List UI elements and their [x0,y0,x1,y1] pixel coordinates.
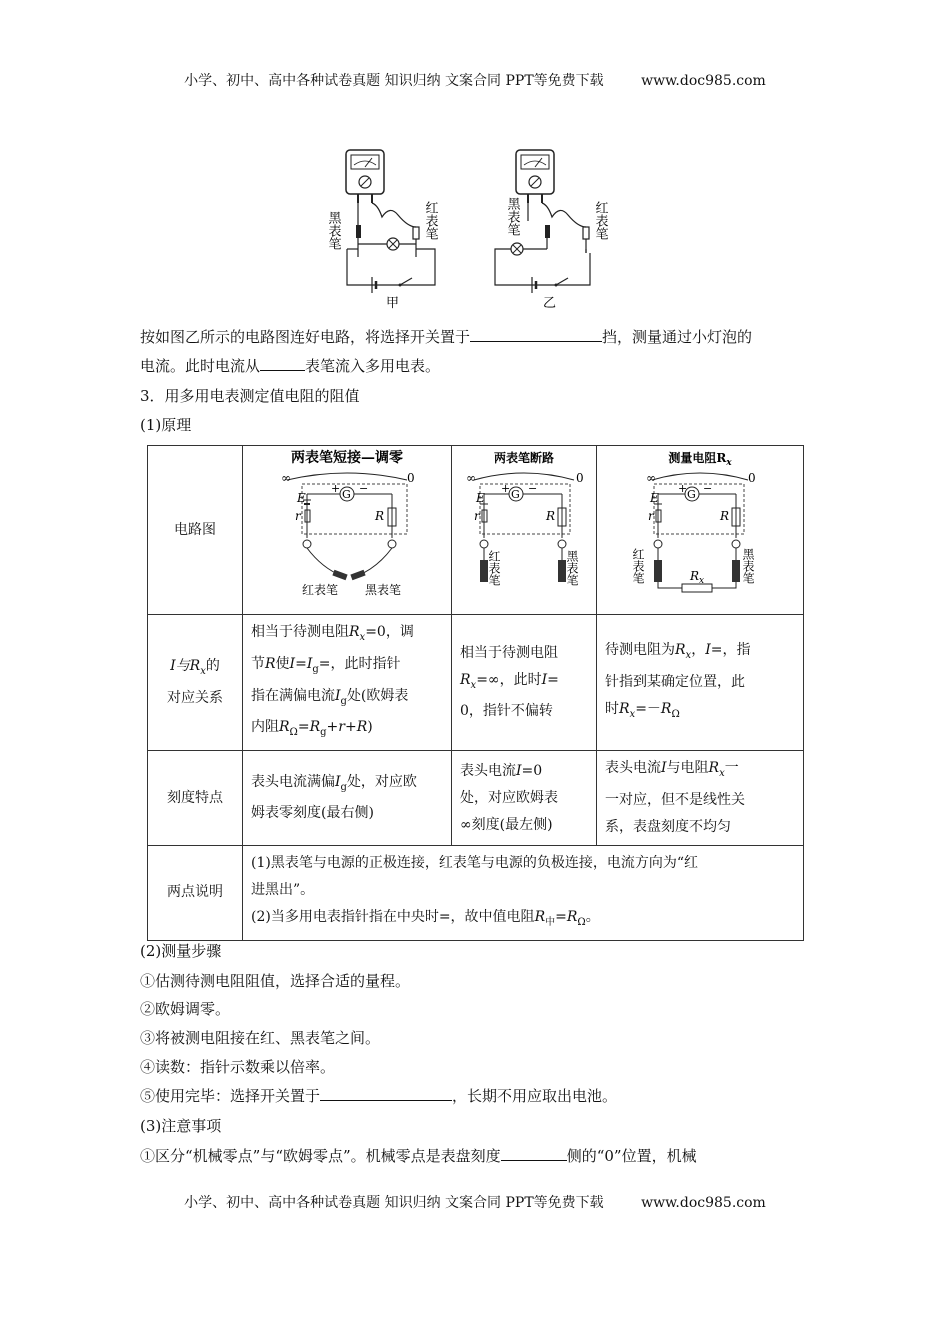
multimeter-circuit-figure [320,145,620,315]
blank-switch-position [470,327,602,342]
r2c3-x2: x [629,708,636,720]
left-red-probe-label: 红表笔 [422,201,438,240]
row-head-notes: 两点说明 [148,845,243,940]
r2c1-t9: 内阻 [251,719,279,736]
subsection3-title: (3)注意事项 [140,1117,222,1135]
diagram3-rx-sub: x [699,576,705,586]
r2c3-t5: 时 [605,701,619,718]
diagram2-minus: − [528,482,538,495]
diagram2-title: 两表笔断路 [493,451,555,465]
diagram2-G: G [511,488,520,501]
footer-tagline: 小学、初中、高中各种试卷真题 知识归纳 文案合同 PPT等免费下载 [184,1195,604,1211]
r2c3-t1: 待测电阻为 [605,642,675,659]
blank-switch-off [320,1086,452,1101]
r2c1-g2: g [340,695,347,707]
r2c1-t7: 指在满偏电流 [251,687,335,704]
left-black-probe-label: 黑表笔 [325,211,341,250]
r2c3-omega: Ω [671,708,680,720]
relation-head-c: 对应关系 [167,689,223,706]
diagram-short-circuit [247,448,447,602]
left-caption: 甲 [386,296,400,311]
diagram3-E: E [650,491,659,505]
section3-title: 3．用多用电表测定值电阻的阻值 [140,387,360,405]
r2c2-R: R [460,671,471,688]
ohmmeter-principle-table [147,445,804,941]
r2c2-t3: = [547,671,559,688]
r3c1-t2: 处，对应欧 [346,773,417,790]
r2c2-t2: =∞，此时 [476,671,542,688]
r2c1-R: R [349,624,360,640]
diagram3-r: r [648,509,654,523]
subsection1-title: (1)原理 [140,416,192,434]
relation-head-sub: x [200,665,206,677]
r3c3-t1: 表头电流 [605,760,661,777]
footer-site: www.doc985.com [641,1195,766,1211]
r3c1-g: g [340,781,347,793]
r3c2-t2: =0 [521,762,543,779]
page-header [0,70,950,90]
r2c2-I: I [541,671,548,688]
circuit-left [326,150,439,311]
table-row-circuit [148,446,804,615]
r2c1-t6: =，此时指针 [318,655,401,672]
r2c3-t4: 针指到某确定位置，此 [605,674,745,691]
row-head-relation [148,615,243,751]
right-black-probe-label: 黑表笔 [504,197,520,236]
diagram1-inf: ∞ [281,471,291,485]
cell-scale-measure [597,751,804,846]
r2c1-t10: = [297,719,310,736]
r3c3-x: x [719,767,725,779]
r3c3-t3: 一 [724,760,739,777]
r3c3-R: R [708,760,720,777]
r2c1-t2: =0，调 [365,624,414,640]
r3c3-t5: 系，表盘刻度不均匀 [605,818,731,835]
r3c1-t1: 表头电流满偏 [251,773,335,790]
diagram1-red-label: 红表笔 [302,583,339,597]
diagram3-red-label: 红表笔 [631,548,645,584]
r2c3-R2: R [619,701,630,718]
r2c1-t11: + [326,719,339,736]
r2c1-t13: ) [367,719,373,736]
r2c1-Ig: I [306,655,313,672]
diagram3-minus: − [703,482,713,495]
r3c2-t4: ∞刻度(最左侧) [460,816,553,833]
diagram3-G: G [687,488,696,501]
notes-line2: 进黑出”。 [251,881,315,898]
r2c3-R: R [675,642,686,659]
r2c3-x: x [685,650,692,662]
table-row-relation [148,615,804,751]
cell-diagram-short [243,446,452,615]
r3c1-I: I [335,773,341,790]
diagram2-inf: ∞ [466,471,476,485]
diagram2-plus: + [501,482,511,495]
r2c3-I: I [705,642,711,659]
relation-head-b: 的 [205,658,220,675]
cell-relation-open [452,615,597,751]
r3c3-t2: 与电阻 [666,760,709,777]
cell-scale-short [243,751,452,846]
diagram1-E: E [297,491,306,505]
notes-line1: (1)黑表笔与电源的正极连接，红表笔与电源的负极连接，电流方向为“红 [251,854,698,871]
r2c1-g: g [312,663,319,675]
blank-zero-side [501,1146,567,1161]
r3c3-t4: 一对应，但不是线性关 [605,791,745,808]
step-2: ②欧姆调零。 [140,1000,231,1018]
notes-R2: R [566,908,578,925]
r2c1-t12: + [344,719,357,736]
table-row-notes [148,845,804,940]
notes-omega: Ω [577,916,586,928]
r2c1-Ig2: I [335,687,341,704]
r3c2-t1: 表头电流 [460,762,516,779]
cell-relation-short [243,615,452,751]
r2c3-t2: ， [691,642,706,659]
r2c3-t6: =－ [635,701,661,718]
notes-line3a: (2)当多用电表指针指在中央时=，故中值电阻 [251,908,535,925]
r2c1-Rg: R [309,719,321,736]
r2c1-r: r [338,719,345,736]
r2c2-t1: 相当于待测电阻 [460,644,558,661]
para1-text-c: 电流。此时电流从 [140,357,261,375]
diagram2-r: r [474,509,480,523]
row-head-circuit: 电路图 [148,446,243,615]
r2c1-t3: 节 [251,655,265,672]
diagram3-inf: ∞ [646,471,656,485]
note-1 [140,1145,697,1166]
diagram1-r: r [295,509,301,523]
diagram1-minus: − [359,482,369,495]
r2c1-t1: 相当于待测电阻 [251,624,349,640]
relation-head-a: I与R [170,658,201,675]
para1-text-b: 挡，测量通过小灯泡的 [602,328,753,346]
diagram3-black-label: 黑表笔 [741,548,755,584]
r2c1-t4: 使 [275,655,290,672]
diagram2-red-label: 红表笔 [487,550,501,586]
step-3: ③将被测电阻接在红、黑表笔之间。 [140,1029,381,1047]
step-4: ④读数：指针示数乘以倍率。 [140,1058,336,1076]
r2c2-t4: 0，指针不偏转 [460,703,553,720]
para1-line1 [140,326,752,347]
table-row-scale [148,751,804,846]
diagram3-title [668,450,732,468]
r3c2-t3: 处，对应欧姆表 [460,789,558,806]
r2c1-t5: = [295,655,307,672]
r2c1-Romega: R [279,719,290,736]
notes-R: R [534,908,546,925]
r2c3-t3: =，指 [710,642,751,659]
diagram2-black-label: 黑表笔 [565,550,579,586]
diagram3-title-main: 测量电阻R [668,451,727,465]
diagram3-rx-main: R [690,569,700,583]
r2c1-R2: R [265,655,276,672]
circuit-right [495,150,608,311]
cell-relation-measure [597,615,804,751]
row-head-scale: 刻度特点 [148,751,243,846]
diagram3-R: R [720,509,730,523]
r3c3-I: I [661,760,667,777]
diagram1-zero: 0 [407,471,415,485]
step-1: ①估测待测电阻阻值，选择合适的量程。 [140,972,411,990]
cell-diagram-measure [597,446,804,615]
step5-text-a: ⑤使用完毕：选择开关置于 [140,1087,321,1105]
diagram-open-circuit [454,448,594,602]
header-tagline: 小学、初中、高中各种试卷真题 知识归纳 文案合同 PPT等免费下载 [184,73,604,89]
r2c2-x: x [470,679,477,691]
para1-text-d: 表笔流入多用电表。 [305,357,441,375]
cell-diagram-open [452,446,597,615]
r2c1-x: x [359,631,366,643]
right-caption: 乙 [543,296,557,311]
step5-text-b: ，长期不用应取出电池。 [452,1087,618,1105]
subsection2-title: (2)测量步骤 [140,942,222,960]
para1-text-a: 按如图乙所示的电路图连好电路，将选择开关置于 [140,328,471,346]
r3c1-t3: 姆表零刻度(最右侧) [251,805,374,822]
note1-text-a: ①区分“机械零点”与“欧姆零点”。机械零点是表盘刻度 [140,1147,501,1165]
cell-scale-open [452,751,597,846]
page-footer [0,1192,950,1212]
r2c1-R3: R [356,719,368,736]
diagram1-title: 两表笔短接—调零 [291,450,403,466]
right-red-probe-label: 红表笔 [592,201,608,240]
r2c1-g3: g [320,727,327,739]
notes-sub-mid: 中 [545,916,556,928]
diagram1-R: R [375,509,385,523]
diagram1-black-label: 黑表笔 [365,583,402,597]
diagram3-plus: + [678,482,688,495]
diagram2-E: E [476,491,485,505]
blank-probe-color [260,356,305,371]
notes-end: 。 [585,908,600,925]
header-site: www.doc985.com [641,73,766,89]
cell-notes [243,845,804,940]
diagram-measure-rx [602,448,798,602]
note1-text-b: 侧的“0”位置，机械 [566,1147,697,1165]
diagram2-zero: 0 [576,471,584,485]
diagram2-R: R [546,509,556,523]
notes-eq: = [555,908,567,925]
r2c1-I: I [289,655,296,672]
r3c2-I: I [516,762,522,779]
diagram3-zero: 0 [748,471,756,485]
step-5 [140,1085,617,1106]
diagram1-plus: + [331,482,341,495]
diagram3-rx [689,569,704,586]
diagram1-G: G [342,488,351,501]
diagram3-title-sub: x [726,458,732,468]
r2c1-omega: Ω [289,727,298,739]
r2c3-R3: R [660,701,672,718]
r2c1-t8: 处(欧姆表 [346,687,409,704]
para1-line2 [140,355,440,376]
